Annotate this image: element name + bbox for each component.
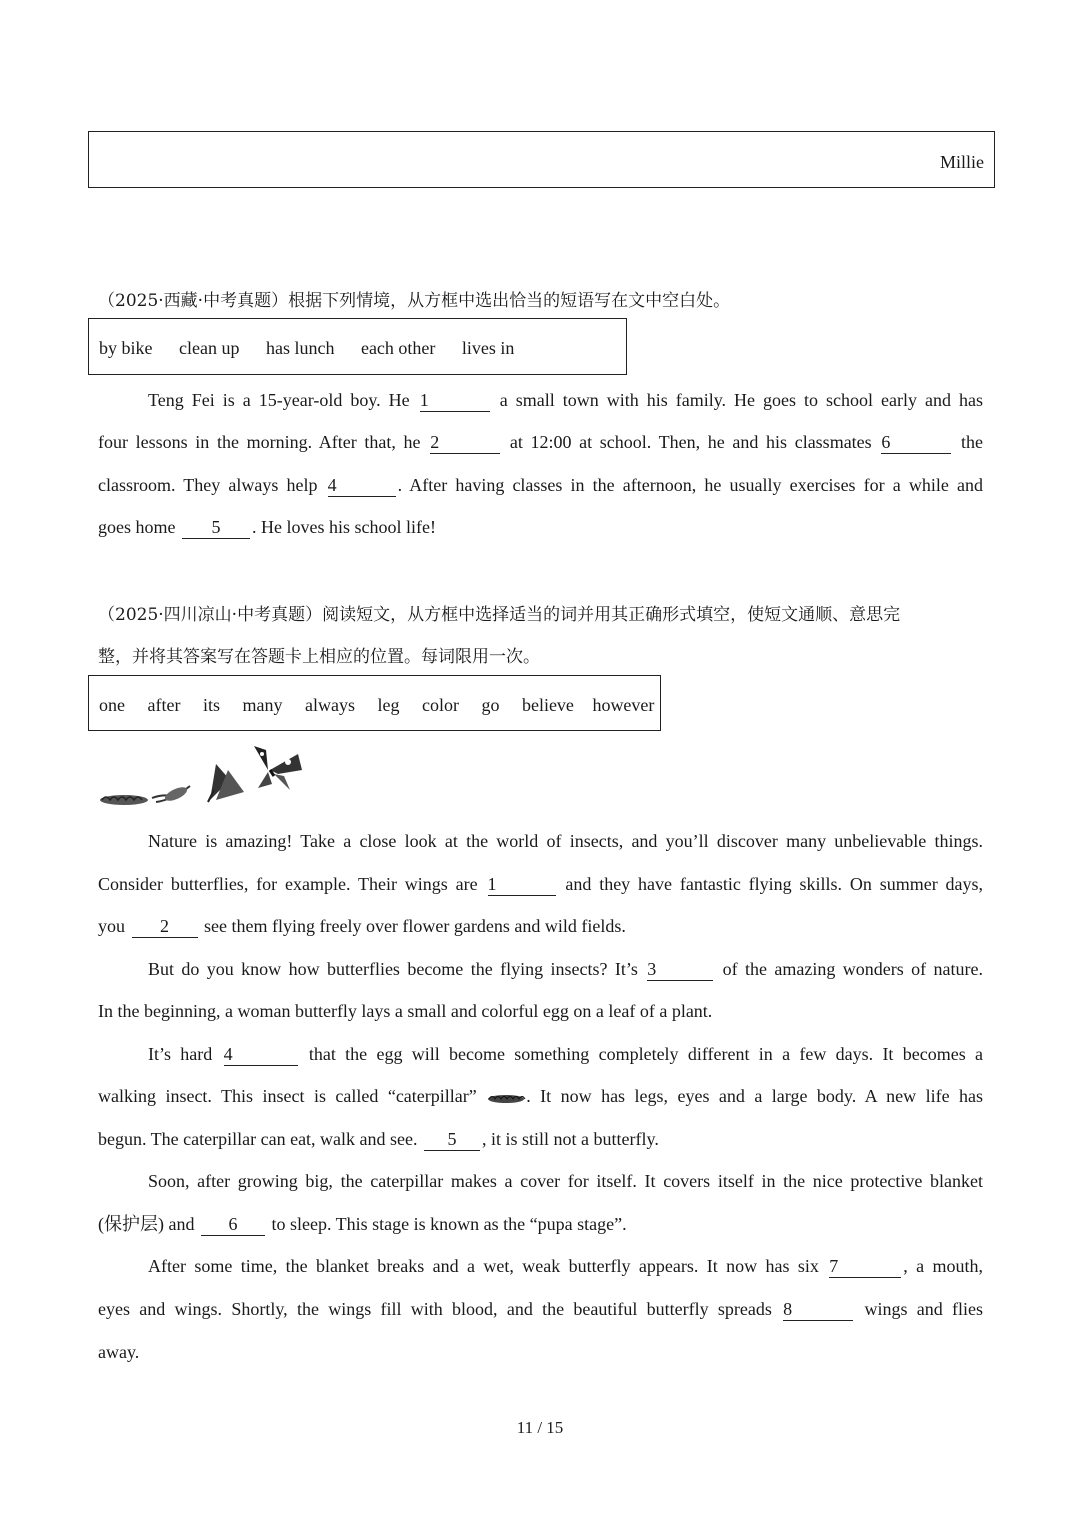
s2-line-13: away. [98, 1342, 140, 1362]
s1-line-4: goes home 5 . He loves his school life! [98, 517, 436, 537]
section1-instruction: （2025·西藏·中考真题）根据下列情境，从方框中选出恰当的短语写在文中空白处。 [98, 291, 731, 311]
word-option: leg [377, 695, 400, 715]
answer-blank: 8 [783, 1298, 853, 1321]
s1-line-1: Teng Fei is a 15-year-old boy. He 1 a small town with his family. He goes to school early and has [148, 390, 984, 410]
s1-line-2: four lessons in the morning. After that, he 2 at 12:00 at school. Then, he and his classmates 6 the [98, 432, 983, 452]
answer-blank: 1 [420, 389, 490, 412]
answer-blank: 2 [430, 431, 500, 454]
word-option: color [421, 695, 459, 715]
top-answer-box [88, 131, 995, 188]
word-option: however [592, 695, 655, 715]
s2-line-6: It’s hard 4 that the egg will become something completely different in a few days. It becomes a [148, 1044, 983, 1064]
pupa-icon [156, 784, 190, 803]
caterpillar-icon [486, 1092, 526, 1104]
word-option: after [147, 695, 181, 715]
answer-blank: 4 [224, 1043, 298, 1066]
butterfly-icon [254, 746, 302, 790]
s2-line-4: But do you know how butterflies become the flying insects? It’s 3 of the amazing wonders of nature. [148, 959, 984, 979]
s2-line-10: (保护层) and 6 to sleep. This stage is known as the “pupa stage”. [98, 1214, 627, 1234]
word-option: go [481, 695, 500, 715]
answer-blank: 5 [424, 1128, 480, 1151]
word-option: by bike [99, 338, 153, 358]
answer-blank: 5 [182, 516, 250, 539]
s2-line-3: you 2 see them flying freely over flower gardens and wild fields. [98, 916, 626, 936]
page-number: 11 / 15 [516, 1418, 564, 1437]
s2-line-7: walking insect. This insect is called “caterpillar” . It now has legs, eyes and a large body. A new life has [98, 1086, 984, 1106]
s2-line-2: Consider butterflies, for example. Their wings are 1 and they have fantastic flying skills. On summer days, [98, 874, 984, 894]
s2-line-11: After some time, the blanket breaks and a wet, weak butterfly appears. It now has six 7 , a mouth, [148, 1256, 983, 1276]
word-option: each other [360, 338, 436, 358]
word-option: has lunch [265, 338, 335, 358]
answer-blank: 6 [881, 431, 951, 454]
s2-line-1: Nature is amazing! Take a close look at the world of insects, and you’ll discover many unbelievable things. [148, 831, 983, 851]
s2-line-12: eyes and wings. Shortly, the wings fill with blood, and the beautiful butterfly spreads 8 wings and flies [98, 1299, 983, 1319]
word-option: one [99, 695, 125, 715]
word-option: clean up [179, 338, 240, 358]
word-option: lives in [461, 338, 515, 358]
answer-blank: 2 [132, 915, 198, 938]
butterfly-lifecycle-illustration [98, 740, 310, 810]
word-option: its [202, 695, 220, 715]
answer-blank: 6 [201, 1213, 265, 1236]
s2-line-9: Soon, after growing big, the caterpillar makes a cover for itself. It covers itself in the nice protective blanket [148, 1171, 983, 1191]
answer-blank: 4 [328, 474, 396, 497]
word-option: believe [521, 695, 574, 715]
answer-blank: 3 [647, 958, 713, 981]
section2-word-box [88, 675, 661, 731]
emerging-butterfly-icon [208, 764, 244, 802]
s1-line-3: classroom. They always help 4 . After having classes in the afternoon, he usually exercises for a while and [98, 475, 983, 495]
section2-instruction-2: 整，并将其答案写在答题卡上相应的位置。每词限用一次。 [98, 647, 540, 667]
answer-blank: 1 [488, 873, 556, 896]
section1-word-box [88, 318, 627, 375]
s2-line-8: begun. The caterpillar can eat, walk and see. 5 , it is still not a butterfly. [98, 1129, 659, 1149]
section2-instruction-1: （2025·四川凉山·中考真题）阅读短文，从方框中选择适当的词并用其正确形式填空，使短文通顺、意思完 [98, 605, 901, 625]
word-option: always [304, 695, 355, 715]
s2-line-5: In the beginning, a woman butterfly lays a small and colorful egg on a leaf of a plant. [98, 1001, 713, 1021]
answer-blank: 7 [829, 1255, 901, 1278]
word-option: many [242, 695, 283, 715]
top-box-name: Millie [940, 152, 984, 172]
